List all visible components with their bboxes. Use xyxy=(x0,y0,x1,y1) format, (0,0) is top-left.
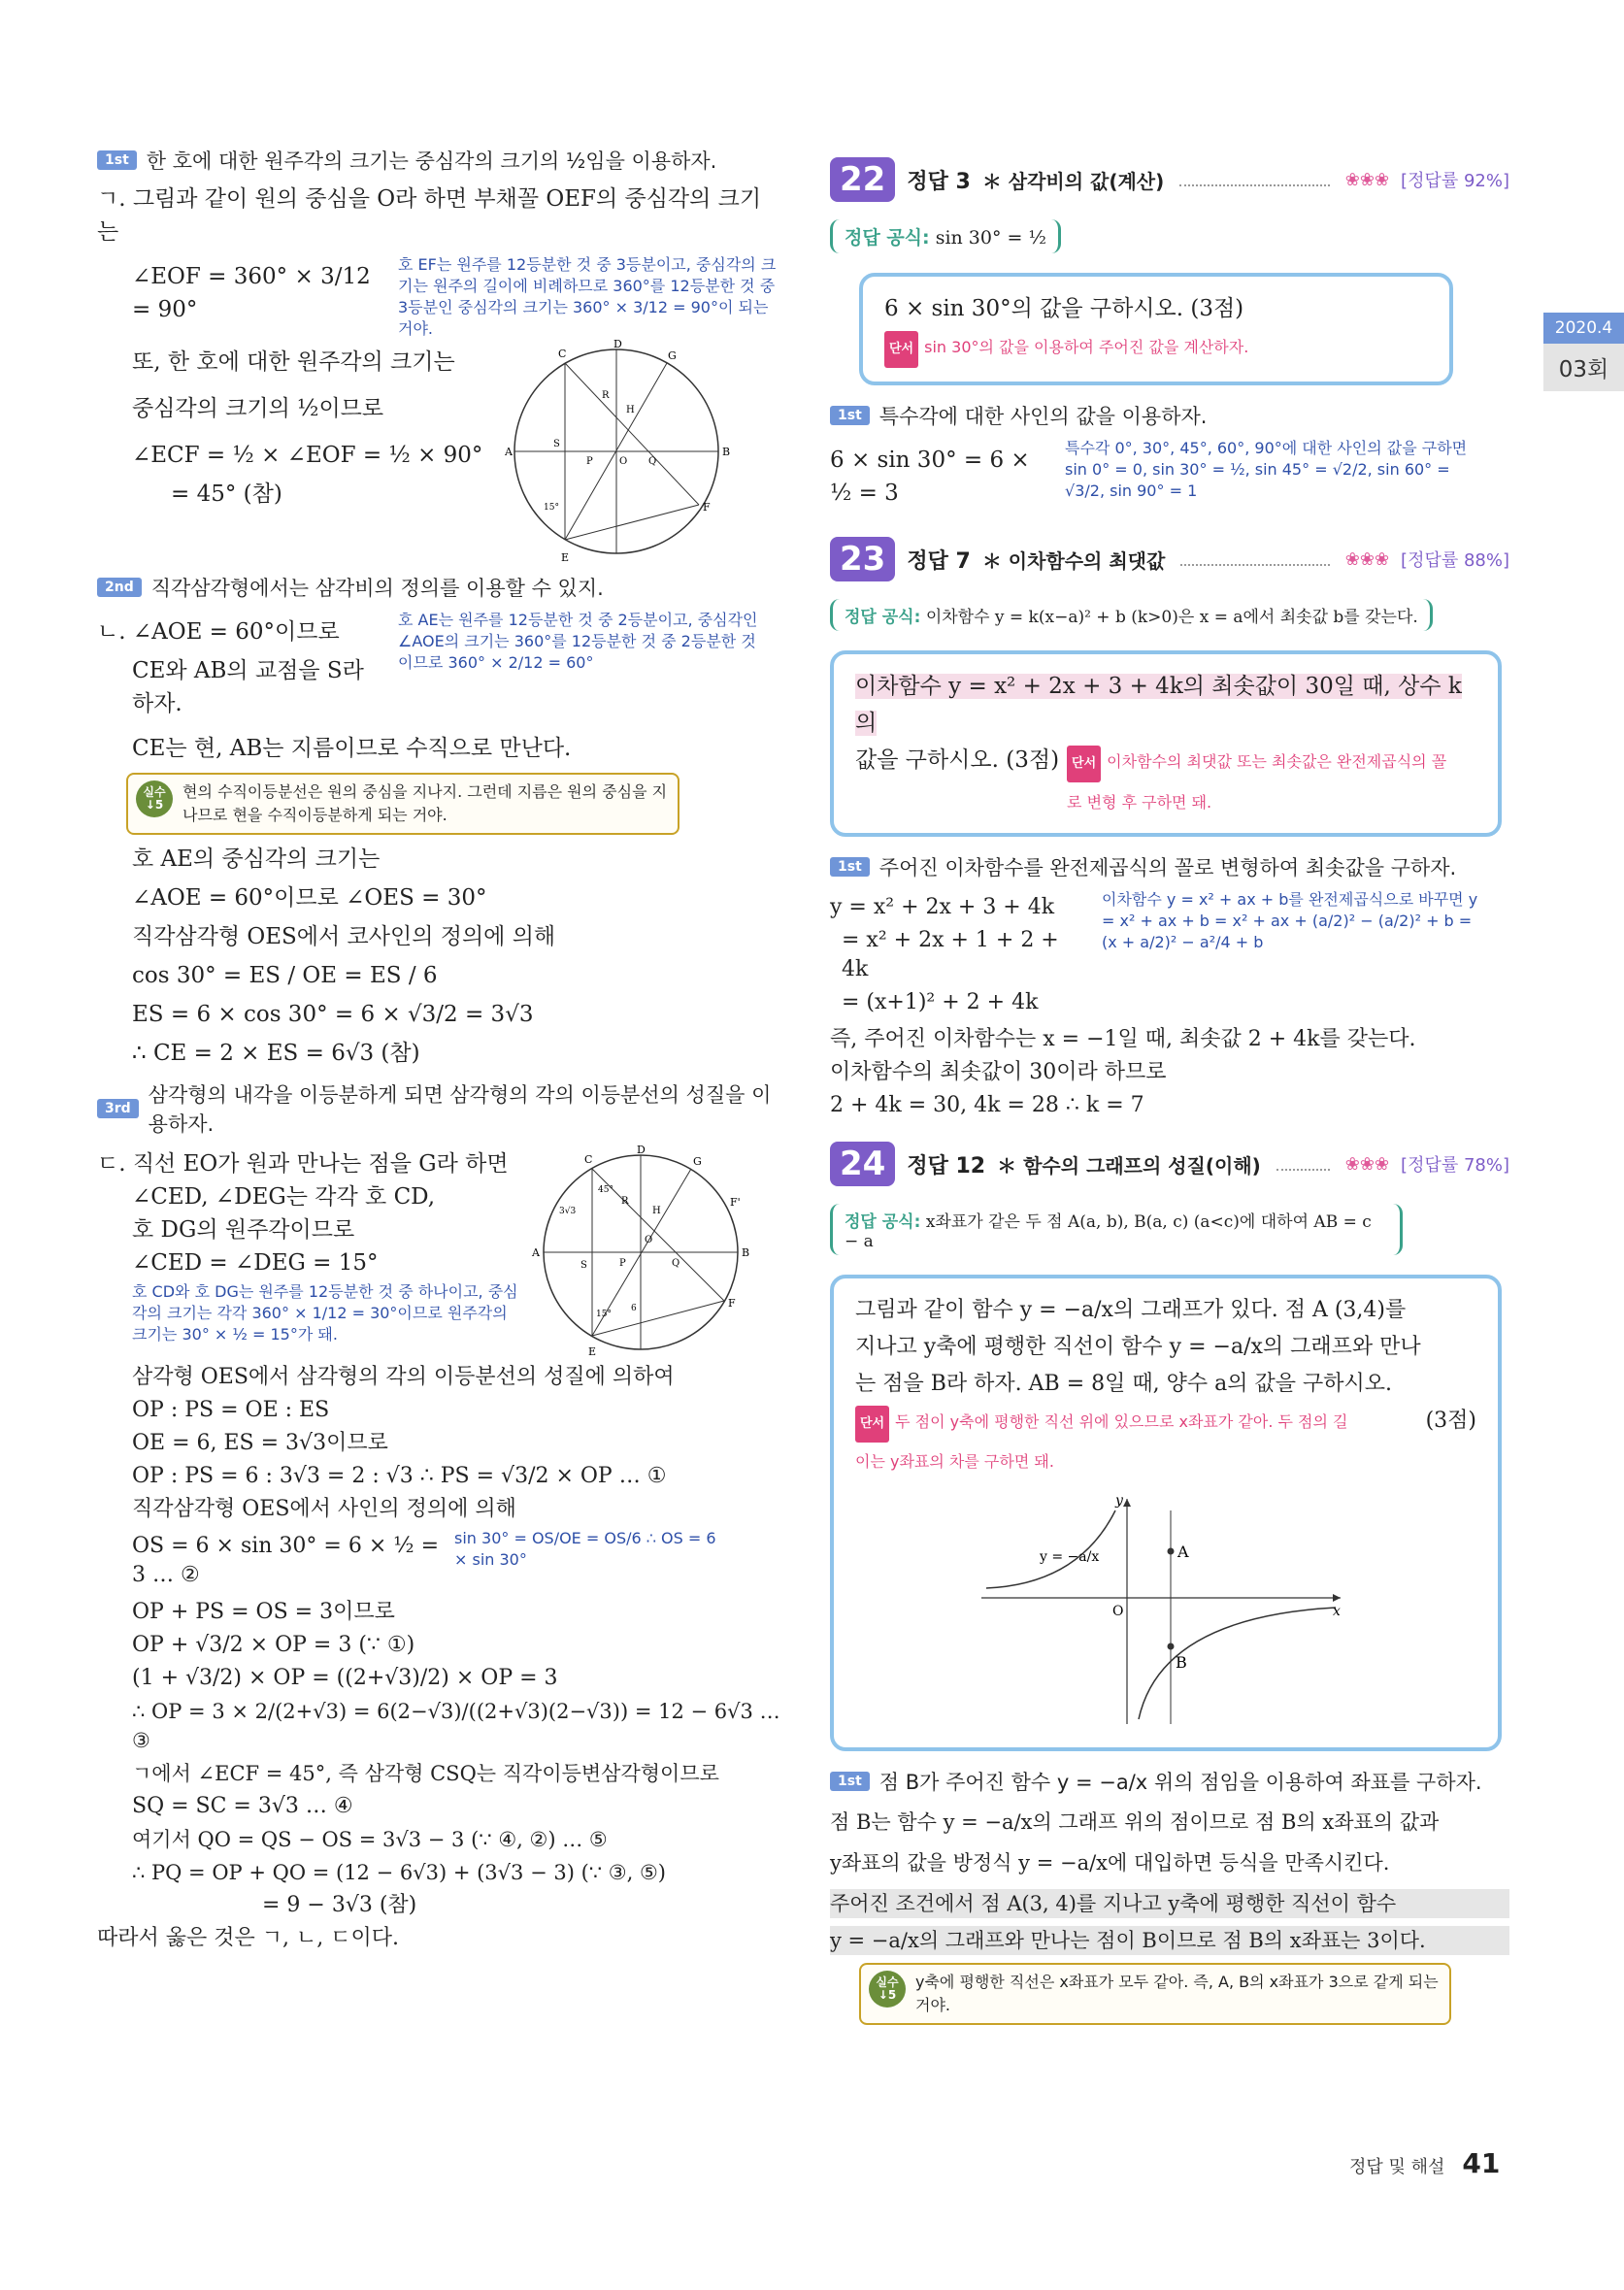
solution-line: y = −a/x의 그래프와 만나는 점이 B이므로 점 B의 x좌표는 3이다. xyxy=(830,1926,1509,1955)
correct-rate: [정답률 78%] xyxy=(1401,1155,1509,1176)
formula-text: 이차함수 y = k(x−a)² + b (k>0)은 x = a에서 최솟값 b를 갖는다. xyxy=(925,608,1418,627)
solution-line: ∴ CE = 2 × ES = 6√3 (참) xyxy=(132,1041,420,1066)
solution-line: ∴ OP = 3 × 2/(2+√3) = 6(2−√3)/((2+√3)(2−√3)) = 12 − 6√3 … ③ xyxy=(132,1700,780,1752)
solution-line: OP : PS = 6 : 3√3 = 2 : √3 ∴ PS = √3/2 × OP … ① xyxy=(132,1464,667,1488)
problem-line: 그림과 같이 함수 y = −a/x의 그래프가 있다. 점 A (3,4)를 xyxy=(855,1298,1407,1322)
step-1st xyxy=(830,852,1509,881)
diagram-label: S xyxy=(553,439,560,449)
solution-line: 중심각의 크기의 ½이므로 xyxy=(132,396,384,421)
exam-year: 2020.4 xyxy=(1543,313,1624,344)
diagram-label: R xyxy=(621,1196,629,1207)
tip-text: 현의 수직이등분선은 원의 중심을 지나지. 그런데 지름은 원의 중심을 지나므로 현을 수직이등분하게 되는 거야. xyxy=(182,782,668,824)
formula-label: 정답 공식: xyxy=(845,1212,921,1232)
solution-line: y = x² + 2x + 3 + 4k xyxy=(830,895,1055,919)
point-label: B xyxy=(1176,1653,1187,1672)
diagram-label: F xyxy=(728,1297,736,1310)
diagram-label: E xyxy=(588,1345,597,1358)
solution-line: ㄴ. ∠AOE = 60°이므로 xyxy=(97,619,340,645)
solution-line: ㄷ. 직선 EO가 원과 만나는 점을 G라 하면 xyxy=(97,1151,509,1177)
formula-label: 정답 공식: xyxy=(845,608,921,627)
diagram-label: O xyxy=(619,456,628,467)
dot-leader xyxy=(1180,552,1329,566)
step-tag: 1st xyxy=(97,150,137,170)
solution-line: 즉, 주어진 이차함수는 x = −1일 때, 최솟값 2 + 4k를 갖는다. xyxy=(830,1027,1416,1051)
diagram-label: A xyxy=(532,1246,540,1259)
solution-line: ES = 6 × cos 30° = 6 × √3/2 = 3√3 xyxy=(132,1002,534,1027)
dot-leader xyxy=(1276,1157,1330,1171)
step-text: 점 B가 주어진 함수 y = −a/x 위의 점임을 이용하여 좌표를 구하자. xyxy=(878,1771,1482,1794)
side-note: 호 AE는 원주를 12등분한 것 중 2등분이고, 중심각인 ∠AOE의 크기는 360°를 12등분한 것 중 2등분한 것 이므로 360° × 2/12 = 60° xyxy=(398,611,758,672)
side-note: 특수각 0°, 30°, 45°, 60°, 90°에 대한 사인의 값을 구하면 sin 0° = 0, sin 30° = ½, sin 45° = √2/2, sin 60° = √3/2, sin 90° = 1 xyxy=(1065,439,1468,500)
solution-line: OP + PS = OS = 3이므로 xyxy=(132,1600,395,1624)
diagram-label: P xyxy=(619,1258,626,1269)
answer: 정답 7 xyxy=(907,548,971,574)
tip-box xyxy=(859,1963,1451,2025)
side-note: 이차함수 y = x² + ax + b를 완전제곱식으로 바꾸면 y = x² + ax + b = x² + ax + (a/2)² − (a/2)² + b = (x + a/2)² − a²/4 + b xyxy=(1102,890,1478,951)
hint-text: 이차함수의 최댓값 또는 최솟값은 완전제곱식의 꼴로 변형 후 구하면 돼. xyxy=(1067,752,1447,812)
tip-icon: 실수 ↓5 xyxy=(869,1971,906,2008)
problem-line: 값을 구하시오. (3점) xyxy=(855,747,1060,773)
diagram-label: D xyxy=(637,1145,646,1156)
diagram-label: S xyxy=(580,1260,587,1271)
solution-line: OS = 6 × sin 30° = 6 × ½ = 3 … ② xyxy=(132,1534,440,1587)
difficulty-stars: ❀❀❀ xyxy=(1344,1153,1390,1175)
correct-rate: [정답률 92%] xyxy=(1401,171,1509,191)
diagram-label: E xyxy=(561,551,570,563)
problem-box xyxy=(830,650,1502,837)
problem-box xyxy=(859,273,1453,385)
solution-line: 또, 한 호에 대한 원주각의 크기는 xyxy=(132,349,455,375)
diagram-label: O xyxy=(645,1235,653,1245)
solution-line: 주어진 조건에서 점 A(3, 4)를 지나고 y축에 평행한 직선이 함수 xyxy=(830,1889,1509,1918)
correct-rate: [정답률 88%] xyxy=(1401,550,1509,571)
solution-line: 호 DG의 원주각이므로 xyxy=(132,1217,355,1243)
step-tag: 2nd xyxy=(97,578,142,597)
difficulty-stars: ❀❀❀ xyxy=(1344,548,1390,570)
page-footer xyxy=(1349,2147,1500,2179)
formula-box xyxy=(830,599,1433,631)
left-column xyxy=(97,136,781,1957)
diagram-label: 3√3 xyxy=(559,1207,577,1216)
diagram-label: R xyxy=(602,390,610,401)
diagram-label: 15° xyxy=(596,1310,612,1319)
solution-line: 여기서 QO = QS − OS = 3√3 − 3 (∵ ④, ②) … ⑤ xyxy=(132,1828,608,1851)
solution-line: ㄱ. 그림과 같이 원의 중심을 O라 하면 부채꼴 OEF의 중심각의 크기는 xyxy=(97,186,762,245)
problem-line: 지나고 y축에 평행한 직선이 함수 y = −a/x의 그래프와 만나 xyxy=(855,1335,1421,1359)
diagram-label: H xyxy=(626,405,635,415)
diagram-label: Q xyxy=(672,1258,680,1269)
solution-line: CE는 현, AB는 지름이므로 수직으로 만난다. xyxy=(132,736,572,761)
diagram-label: F xyxy=(703,501,711,514)
diagram-label: B xyxy=(742,1246,750,1259)
page-number: 41 xyxy=(1462,2147,1501,2179)
solution-line: (1 + √3/2) × OP = ((2+√3)/2) × OP = 3 xyxy=(132,1666,558,1690)
diagram-label: C xyxy=(558,348,567,360)
step-text: 주어진 이차함수를 완전제곱식의 꼴로 변형하여 최솟값을 구하자. xyxy=(878,856,1457,879)
step-tag: 1st xyxy=(830,857,870,877)
origin-label: O xyxy=(1112,1604,1124,1619)
conclusion: 따라서 옳은 것은 ㄱ, ㄴ, ㄷ이다. xyxy=(97,1926,399,1950)
solution-line: OP : PS = OE : ES xyxy=(132,1398,330,1422)
formula-text: sin 30° = ½ xyxy=(935,227,1046,249)
solution-line: OE = 6, ES = 3√3이므로 xyxy=(132,1431,388,1455)
hint-tag: 단서 xyxy=(884,331,918,368)
formula-label: 정답 공식: xyxy=(845,227,930,249)
diagram-label: 6 xyxy=(631,1304,637,1313)
step-text: 직각삼각형에서는 삼각비의 정의를 이용할 수 있지. xyxy=(150,577,604,600)
formula-text: x좌표가 같은 두 점 A(a, b), B(a, c) (a<c)에 대하여 AB = c − a xyxy=(845,1212,1372,1251)
solution-line: 직각삼각형 OES에서 코사인의 정의에 의해 xyxy=(132,924,556,949)
formula-box xyxy=(830,1204,1403,1255)
axis-label: x xyxy=(1333,1604,1341,1619)
step-text: 삼각형의 내각을 이등분하게 되면 삼각형의 각의 이등분선의 성질을 이용하자. xyxy=(148,1083,772,1136)
question-header-22 xyxy=(830,157,1509,202)
solution-line: ㄱ에서 ∠ECF = 45°, 즉 삼각형 CSQ는 직각이등변삼각형이므로 xyxy=(132,1762,719,1785)
diagram-label: 15° xyxy=(544,503,559,513)
hint-tag: 단서 xyxy=(1067,746,1101,782)
diagram-label: G xyxy=(668,349,677,362)
side-note: sin 30° = OS/OE = OS/6 ∴ OS = 6 × sin 30° xyxy=(454,1529,716,1569)
diagram-label: 45° xyxy=(598,1185,613,1195)
side-note: 호 CD와 호 DG는 원주를 12등분한 것 중 하나이고, 중심각의 크기는 각각 360° × 1/12 = 30°이므로 원주각의 크기는 30° × ½ = 15°가 돼. xyxy=(132,1282,518,1344)
question-title: ＊ 이차함수의 최댓값 xyxy=(981,548,1166,573)
solution-line: SQ = SC = 3√3 … ④ xyxy=(132,1794,353,1818)
answer: 정답 12 xyxy=(907,1153,986,1178)
axis-label: y xyxy=(1115,1493,1123,1509)
dot-leader xyxy=(1179,173,1330,186)
step-text: 특수각에 대한 사인의 값을 이용하자. xyxy=(878,405,1208,428)
diagram-label: P xyxy=(586,456,593,467)
tip-box xyxy=(126,773,679,835)
solution-line: 직각삼각형 OES에서 사인의 정의에 의해 xyxy=(132,1497,516,1521)
step-1st xyxy=(830,401,1509,430)
points: (3점) xyxy=(1425,1409,1476,1433)
solution-line: ∠ECF = ½ × ∠EOF = ½ × 90° xyxy=(132,443,483,468)
solution-line: 6 × sin 30° = 6 × ½ = 3 xyxy=(830,448,1030,506)
solution-line: cos 30° = ES / OE = ES / 6 xyxy=(132,963,438,988)
diagram-label: B xyxy=(722,446,731,458)
diagram-label: F' xyxy=(730,1196,741,1209)
difficulty-stars: ❀❀❀ xyxy=(1344,169,1390,190)
side-note: 호 EF는 원주를 12등분한 것 중 3등분이고, 중심각의 크기는 원주의 길이에 비례하므로 360°를 12등분한 것 중 3등분인 중심각의 크기는 360° × 3/12 = 90°이 되는 거야. xyxy=(398,255,777,338)
circle-diagram-2 xyxy=(524,1145,757,1359)
function-graph xyxy=(972,1491,1360,1734)
solution-line: ∠CED, ∠DEG는 각각 호 CD, xyxy=(132,1184,436,1210)
problem-box xyxy=(830,1275,1502,1751)
problem-text xyxy=(855,668,1476,742)
right-column xyxy=(830,146,1509,2033)
solution-line: 점 B는 함수 y = −a/x의 그래프 위의 점이므로 점 B의 x좌표의 값과 xyxy=(830,1810,1440,1834)
problem-line: 는 점을 B라 하자. AB = 8일 때, 양수 a의 값을 구하시오. xyxy=(855,1372,1392,1396)
step-tag: 3rd xyxy=(97,1099,139,1118)
solution-line: ∠EOF = 360° × 3/12 = 90° xyxy=(132,264,371,322)
question-header-24 xyxy=(830,1142,1509,1186)
solution-line: ∠AOE = 60°이므로 ∠OES = 30° xyxy=(132,885,487,911)
curve-label: y = −a/x xyxy=(1040,1549,1100,1565)
footer-label: 정답 및 해설 xyxy=(1349,2157,1445,2177)
question-number: 24 xyxy=(830,1142,895,1186)
hint-tag: 단서 xyxy=(855,1406,889,1443)
question-number: 23 xyxy=(830,537,895,581)
diagram-label: H xyxy=(652,1206,661,1216)
point-label: A xyxy=(1177,1543,1189,1561)
step-text: 한 호에 대한 원주각의 크기는 중심각의 크기의 ½임을 이용하자. xyxy=(146,149,717,173)
formula-box xyxy=(830,219,1061,253)
problem-line: 이차함수 y = x² + 2x + 3 + 4k의 최솟값이 30일 때, 상수 k의 xyxy=(855,674,1462,736)
diagram-label: Q xyxy=(648,456,657,467)
solution-line: 이차함수의 최솟값이 30이라 하므로 xyxy=(830,1060,1167,1084)
question-title: ＊ 함수의 그래프의 성질(이해) xyxy=(997,1153,1261,1178)
step-3rd xyxy=(97,1079,781,1138)
solution-line: = (x+1)² + 2 + 4k xyxy=(842,990,1039,1014)
step-1st xyxy=(830,1767,1509,1796)
solution-line: y좌표의 값을 방정식 y = −a/x에 대입하면 등식을 만족시킨다. xyxy=(830,1851,1390,1875)
solution-line: OP + √3/2 × OP = 3 (∵ ①) xyxy=(132,1633,415,1657)
answer: 정답 3 xyxy=(907,169,971,194)
hint-text: 두 점이 y축에 평행한 직선 위에 있으므로 x좌표가 같아. 두 점의 길이는 y좌표의 차를 구하면 돼. xyxy=(855,1412,1348,1471)
step-tag: 1st xyxy=(830,406,870,425)
solution-line: 2 + 4k = 30, 4k = 28 ∴ k = 7 xyxy=(830,1093,1144,1117)
step-1st xyxy=(97,146,781,175)
solution-line: = 9 − 3√3 (참) xyxy=(262,1893,417,1917)
solution-line: ∠CED = ∠DEG = 15° xyxy=(132,1250,379,1276)
solution-line: 호 AE의 중심각의 크기는 xyxy=(132,846,381,872)
solution-line: CE와 AB의 교점을 S라 하자. xyxy=(132,658,364,716)
question-title: ＊ 삼각비의 값(계산) xyxy=(981,169,1165,193)
diagram-label: D xyxy=(613,340,622,350)
question-header-23 xyxy=(830,537,1509,581)
question-number: 22 xyxy=(830,157,895,202)
diagram-label: A xyxy=(505,446,513,458)
solution-line: = x² + 2x + 1 + 2 + 4k xyxy=(842,928,1059,981)
tip-icon: 실수 ↓5 xyxy=(136,780,173,817)
step-2nd xyxy=(97,573,781,602)
diagram-label: G xyxy=(693,1155,702,1168)
step-tag: 1st xyxy=(830,1772,870,1791)
tip-text: y축에 평행한 직선은 x좌표가 모두 같아. 즉, A, B의 x좌표가 3으로 같게 되는 거야. xyxy=(915,1973,1439,2014)
circle-diagram-1 xyxy=(505,340,738,563)
hint-text: sin 30°의 값을 이용하여 주어진 값을 계산하자. xyxy=(924,338,1249,356)
problem-text: 6 × sin 30°의 값을 구하시오. (3점) xyxy=(884,296,1244,321)
solution-line: ∴ PQ = OP + QO = (12 − 6√3) + (3√3 − 3) (∵ ③, ⑤) xyxy=(132,1861,666,1884)
solution-line: 삼각형 OES에서 삼각형의 각의 이등분선의 성질에 의하여 xyxy=(132,1365,675,1389)
diagram-label: C xyxy=(584,1153,593,1166)
side-tab xyxy=(1543,313,1624,391)
exam-round: 03회 xyxy=(1543,344,1624,391)
solution-line: = 45° (참) xyxy=(171,481,282,507)
